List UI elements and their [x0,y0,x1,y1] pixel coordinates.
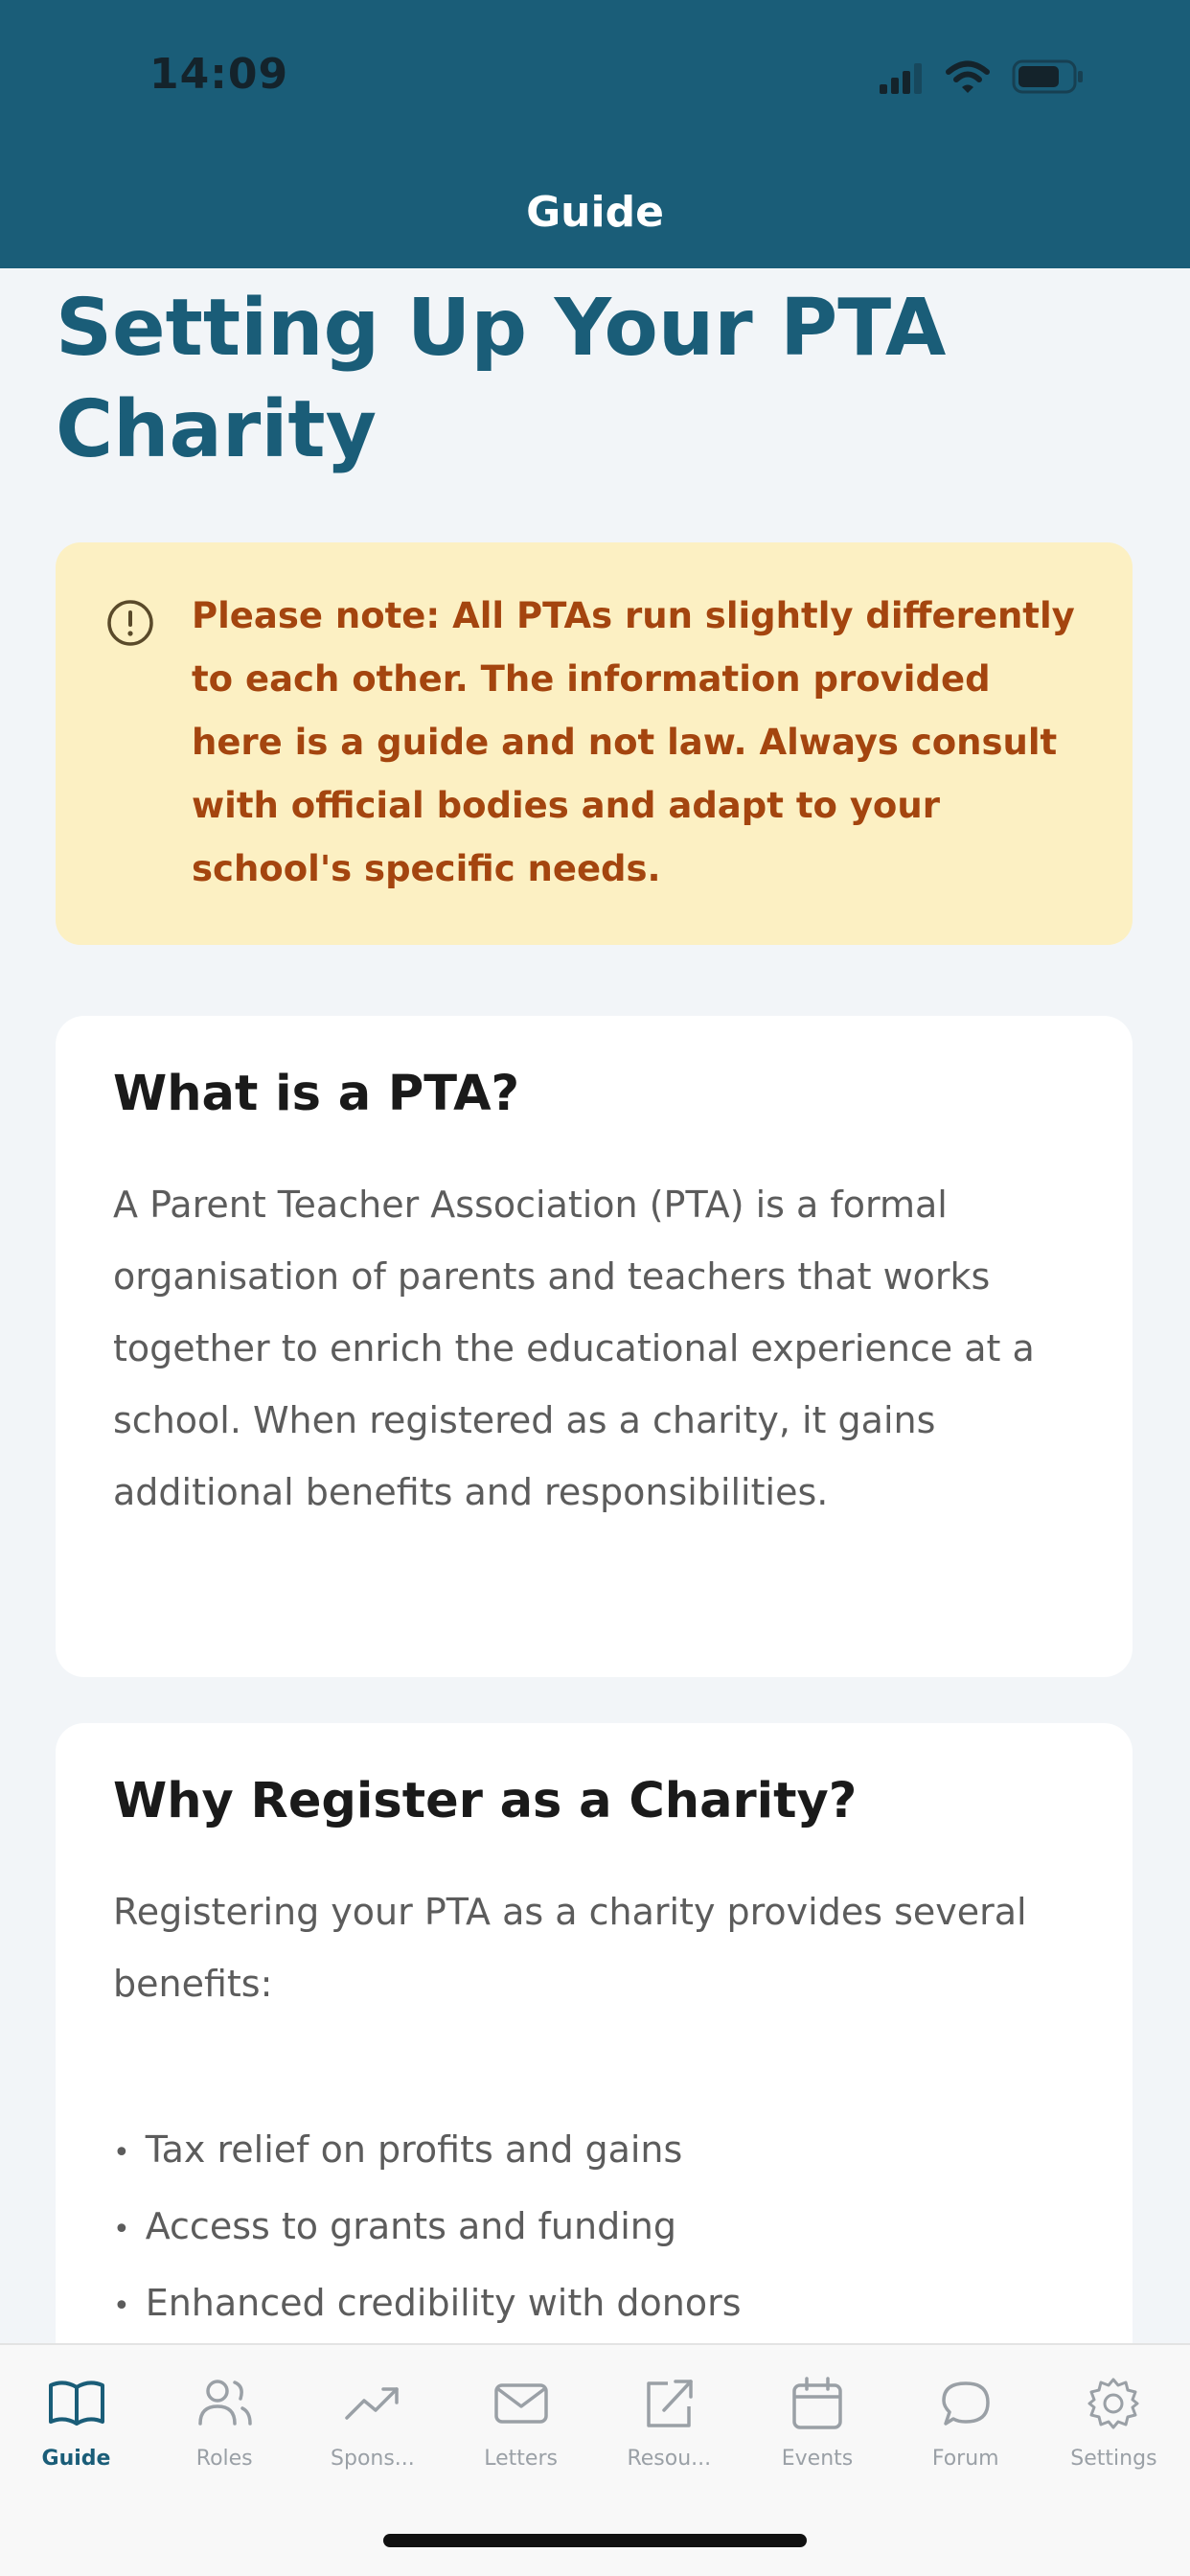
section-body: A Parent Teacher Association (PTA) is a formal organisation of parents and teachers that works together to enrich the educational experience at a school. When registered as a charity, it gains additional benefits and responsibilities. [113,1184,1035,1513]
section-title: What is a PTA? [113,1066,520,1122]
chat-bubble-icon [932,2370,999,2437]
wifi-icon [945,59,991,94]
tab-settings[interactable] [1049,2370,1179,2471]
tab-label: Roles [195,2447,253,2471]
tab-label: Events [781,2447,854,2471]
calendar-icon [784,2370,851,2437]
battery-icon [1012,59,1085,94]
tab-events[interactable] [753,2370,882,2471]
info-circle-icon [105,598,155,648]
tab-resources[interactable] [605,2370,734,2471]
tab-label: Guide [41,2447,111,2471]
tab-label: Settings [1070,2447,1157,2471]
tab-label: Resou... [627,2447,712,2471]
guide-content[interactable] [0,268,1190,2343]
section-card-what-is-pta [56,1016,1133,1677]
app-header [0,0,1190,268]
gear-icon [1080,2370,1147,2437]
list-item: • Enhanced credibility with donors [113,2266,1081,2343]
users-icon [191,2370,258,2437]
home-indicator[interactable] [383,2534,807,2547]
list-item: • Tax relief on profits and gains [113,2113,1081,2190]
section-body: Registering your PTA as a charity provides several benefits: [113,1891,1027,2005]
cellular-signal-icon [880,63,924,94]
tab-roles[interactable] [160,2370,289,2471]
benefits-list [113,2113,1081,2343]
page-title: Setting Up Your PTA Charity [56,283,947,475]
mail-icon [488,2370,555,2437]
tab-label: Letters [484,2447,558,2471]
disclaimer-notice [56,542,1133,945]
tab-label: Spons... [331,2447,415,2471]
tab-label: Forum [931,2447,999,2471]
book-open-icon [43,2370,110,2437]
tab-sponsors[interactable] [308,2370,437,2471]
notice-text: Please note: All PTAs run slightly differently to each other. The information provided here is a guide and not law. Always consult with official bodies and adapt to your school's specific needs. [192,595,1075,889]
tab-guide[interactable] [11,2370,141,2471]
tab-forum[interactable] [901,2370,1030,2471]
status-time: 14:09 [149,50,289,99]
header-title: Guide [526,188,664,237]
tab-letters[interactable] [456,2370,585,2471]
list-item: • Access to grants and funding [113,2190,1081,2266]
section-title: Why Register as a Charity? [113,1773,858,1829]
section-card-why-register [56,1723,1133,2343]
status-icons [880,59,1085,94]
external-link-icon [635,2370,702,2437]
trending-up-icon [339,2370,406,2437]
